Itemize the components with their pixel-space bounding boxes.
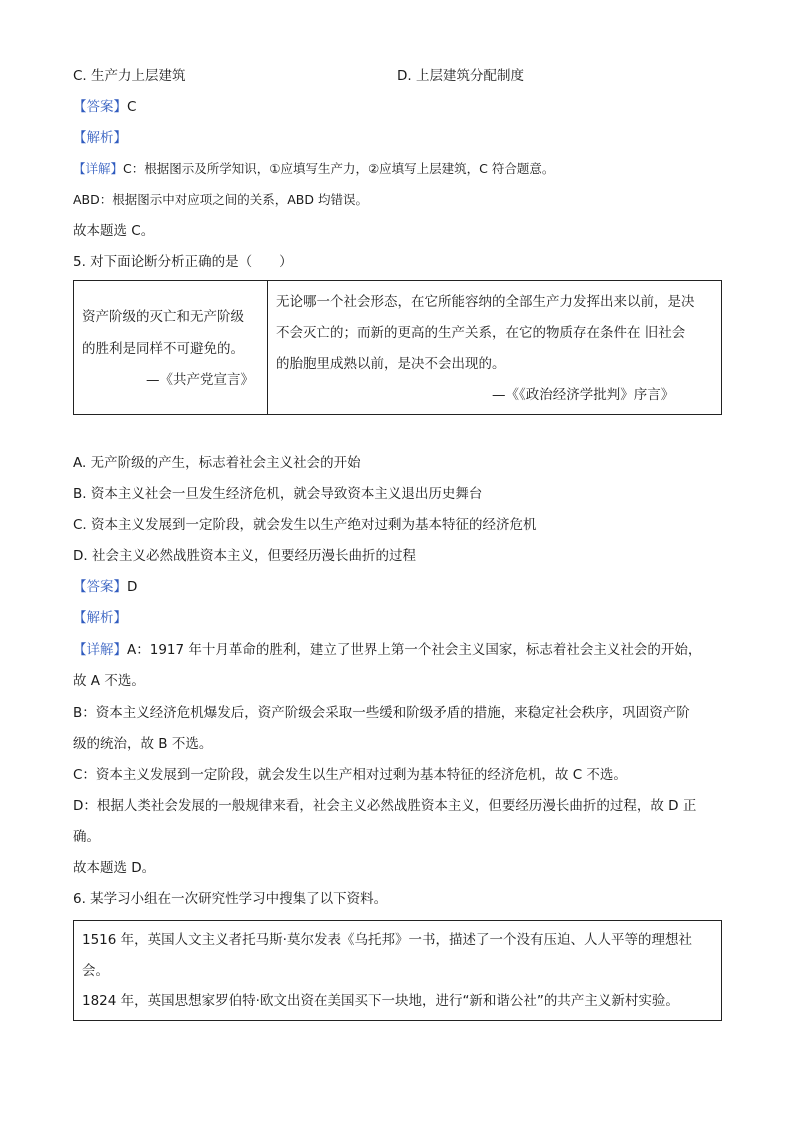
abd-text: ABD：根据图示中对应项之间的关系，ABD 均错误。 xyxy=(73,192,368,207)
material-line3: 1824 年，英国思想家罗伯特·欧文出资在美国买下一块地，进行“新和谐公社”的共产主义新村实验。 xyxy=(82,993,679,1009)
option-b: B. 资本主义社会一旦发生经济危机，就会导致资本主义退出历史舞台 xyxy=(73,486,483,502)
left-quote-line2: 的胜利是同样不可避免的。 xyxy=(82,341,244,357)
detail-line xyxy=(73,160,554,178)
material-line2: 会。 xyxy=(82,963,109,979)
option-d: D. 社会主义必然战胜资本主义，但要经历漫长曲折的过程 xyxy=(73,548,416,564)
detail-a-line1: A：1917 年十月革命的胜利，建立了世界上第一个社会主义国家，标志着社会主义社会的开始， xyxy=(127,642,702,658)
right-quote-line2: 不会灭亡的；而新的更高的生产关系，在它的物质存在条件在 旧社会 xyxy=(276,325,686,341)
answer-value: C xyxy=(127,99,137,115)
detail-d-line2: 确。 xyxy=(73,829,100,845)
detail-a-line2: 故 A 不选。 xyxy=(73,673,145,689)
detail-label: 【详解】 xyxy=(73,161,124,176)
option-c: C. 资本主义发展到一定阶段，就会发生以生产绝对过剩为基本特征的经济危机 xyxy=(73,517,537,533)
detail-c-line: C：资本主义发展到一定阶段，就会发生以生产相对过剩为基本特征的经济危机，故 C 不选。 xyxy=(73,767,627,783)
quote-table xyxy=(73,280,722,415)
left-quote-source: —《共产党宣言》 xyxy=(146,372,254,388)
analysis-label: 【解析】 xyxy=(73,610,127,626)
detail-text: C：根据图示及所学知识，①应填写生产力，②应填写上层建筑，C 符合题意。 xyxy=(123,161,555,176)
material-box xyxy=(73,920,722,1021)
detail-b-line1: B：资本主义经济危机爆发后，资产阶级会采取一些缓和阶级矛盾的措施，来稳定社会秩序，巩固资产阶 xyxy=(73,705,690,721)
answer-label: 【答案】 xyxy=(73,579,127,595)
right-quote-line1: 无论哪一个社会形态，在它所能容纳的全部生产力发挥出来以前，是决 xyxy=(276,294,695,310)
right-quote-line3: 的胎胞里成熟以前，是决不会出现的。 xyxy=(276,356,506,372)
question-stem: 5. 对下面论断分析正确的是（ ） xyxy=(73,254,293,270)
material-line1: 1516 年，英国人文主义者托马斯·莫尔发表《乌托邦》一书，描述了一个没有压迫、人人平等的理想社 xyxy=(82,932,692,948)
detail-b-line2: 级的统治，故 B 不选。 xyxy=(73,736,213,752)
option-d: D. 上层建筑分配制度 xyxy=(397,68,524,84)
analysis-label: 【解析】 xyxy=(73,130,127,146)
detail-label: 【详解】 xyxy=(73,642,127,658)
answer-line xyxy=(73,578,137,596)
option-c: C. 生产力上层建筑 xyxy=(73,68,186,84)
table-divider xyxy=(267,281,268,414)
option-a: A. 无产阶级的产生，标志着社会主义社会的开始 xyxy=(73,455,361,471)
right-quote-source: —《《政治经济学批判》序言》 xyxy=(492,387,675,403)
left-quote-line1: 资产阶级的灭亡和无产阶级 xyxy=(82,309,244,325)
question-stem: 6. 某学习小组在一次研究性学习中搜集了以下资料。 xyxy=(73,891,388,907)
answer-label: 【答案】 xyxy=(73,99,127,115)
answer-line xyxy=(73,98,136,116)
conclusion: 故本题选 C。 xyxy=(73,223,155,239)
detail-d-line1: D：根据人类社会发展的一般规律来看，社会主义必然战胜资本主义，但要经历漫长曲折的过程，故 D 正 xyxy=(73,798,697,814)
conclusion: 故本题选 D。 xyxy=(73,860,156,876)
answer-value: D xyxy=(127,579,138,595)
detail-line xyxy=(73,641,701,659)
